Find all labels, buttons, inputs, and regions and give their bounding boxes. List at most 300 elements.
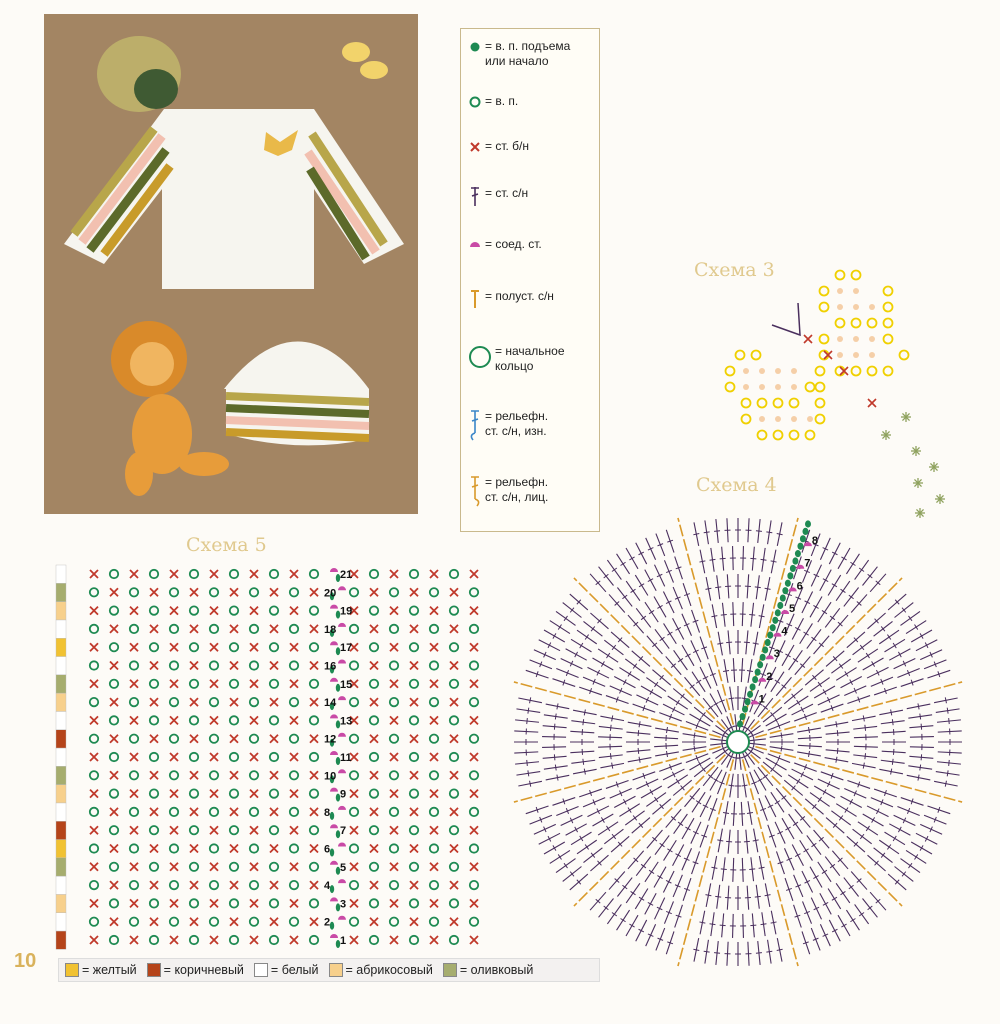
chain-stitch-mark [470,661,478,669]
slip-stitch-mark [338,696,346,700]
start-stitch-mark [765,639,771,646]
start-stitch-mark [755,669,761,676]
sc-fill-mark [869,336,875,342]
chain-stitch-mark [470,771,478,779]
sc-stitch-mark [130,716,138,724]
sc-stitch-mark [370,698,378,706]
chain-stitch-mark [190,789,198,797]
chain-stitch-mark [470,588,478,596]
chain-stitch-mark [820,335,829,344]
row-number-label: 6 [324,843,331,856]
chain-stitch-mark [410,863,418,871]
chain-stitch-mark [430,918,438,926]
dc-crossbar-mark [811,637,816,641]
sc-stitch-mark [190,881,198,889]
dc-crossbar-mark [711,867,717,868]
chain-stitch-mark [868,367,877,376]
dc-crossbar-mark [865,725,866,731]
sc-stitch-mark [370,881,378,889]
sc-stitch-mark [110,918,118,926]
chain-stitch-mark [350,625,358,633]
dc-crossbar-mark [729,698,735,699]
dc-crossbar-mark [793,658,798,661]
sc-stitch-mark [470,643,478,651]
dc-crossbar-mark [717,643,723,644]
dc-crossbar-mark [527,760,528,766]
start-stitch-mark [737,720,743,727]
dc-crossbar-mark [809,751,810,757]
start-stitch-mark [767,632,773,639]
sc-stitch-mark [410,881,418,889]
dc-crossbar-mark [555,765,556,771]
dc-crossbar-mark [747,671,753,672]
slip-stitch-mark [338,586,346,590]
chain-stitch-mark [410,899,418,907]
start-stitch-mark [805,520,811,527]
chain-stitch-mark [450,606,458,614]
start-stitch-mark [802,528,808,535]
sc-stitch-mark [470,607,478,615]
row-color-swatch [56,675,66,693]
sc-stitch-mark [470,680,478,688]
row-color-swatch [56,876,66,894]
slip-stitch-mark [338,623,346,627]
chain-stitch-mark [470,698,478,706]
dc-crossbar-mark [726,841,732,842]
legend-item [467,475,597,505]
chain-stitch-mark [210,771,218,779]
dc-crossbar-mark [750,925,756,926]
chain-stitch-mark [390,771,398,779]
dc-crossbar-mark [696,680,701,683]
chain-stitch-mark [450,826,458,834]
sc-stitch-mark [370,845,378,853]
sc-stitch-mark [410,771,418,779]
dc-crossbar-mark [921,754,922,760]
sc-stitch-mark [210,643,218,651]
chain-stitch-mark [150,789,158,797]
chain-stitch-mark [410,570,418,578]
sc-stitch-mark [290,570,298,578]
sc-stitch-mark [90,643,98,651]
sc-stitch-mark [230,588,238,596]
chain-stitch-mark [390,735,398,743]
color-legend-item [443,963,534,977]
sc-stitch-mark [350,936,358,944]
chain-stitch-mark [190,680,198,688]
sc-stitch-mark [150,625,158,633]
chain-stitch-mark [170,808,178,816]
sc-fill-mark [837,352,843,358]
dc-crossbar-mark [641,864,646,868]
sc-stitch-mark [290,863,298,871]
chain-stitch-mark [90,808,98,816]
chain-stitch-mark [390,844,398,852]
dc-crossbar-mark [891,769,892,775]
sc-stitch-mark [410,918,418,926]
sc-stitch-mark [110,698,118,706]
chain-stitch-mark [790,399,799,408]
dc-crossbar-mark [920,765,921,771]
legend-item-label: = в. п. подъема или начало [485,39,571,68]
dc-crossbar-mark [694,746,695,752]
sc-stitch-mark [410,588,418,596]
chain-stitch-mark [736,351,745,360]
sc-stitch-mark [250,899,258,907]
sc-stitch-mark [804,335,812,343]
start-stitch-mark [330,849,334,857]
sc-stitch-mark [290,607,298,615]
red-x-icon [467,139,483,155]
dc-crossbar-mark [612,715,613,721]
sc-stitch-mark [110,625,118,633]
sc-stitch-mark [390,790,398,798]
chain-stitch-mark [410,753,418,761]
row-color-swatch [56,583,66,601]
chain-stitch-mark [110,716,118,724]
chain-stitch-mark [390,918,398,926]
chain-stitch-mark [170,918,178,926]
dc-crossbar-mark [837,730,838,736]
dc-crossbar-mark [809,727,810,733]
chain-stitch-mark [350,661,358,669]
chain-stitch-mark [290,808,298,816]
sc-stitch-mark [90,607,98,615]
slip-stitch-mark [330,641,338,645]
chain-stitch-mark [90,698,98,706]
sc-stitch-mark [210,753,218,761]
sc-fill-mark [775,368,781,374]
start-stitch-mark [777,602,783,609]
chain-stitch-mark [210,661,218,669]
chain-stitch-mark [290,588,298,596]
dc-crossbar-mark [558,854,561,859]
color-legend-item [65,963,137,977]
chain-stitch-mark [310,863,318,871]
sc-stitch-mark [450,845,458,853]
dc-crossbar-mark [726,642,732,643]
dc-crossbar-mark [863,715,864,721]
row-number-label: 8 [811,535,819,548]
color-legend-label: = оливковый [459,963,534,977]
chain-stitch-mark [350,881,358,889]
start-stitch-mark [740,713,746,720]
sc-stitch-mark [390,863,398,871]
legend-item [467,139,597,155]
sc-stitch-mark [390,753,398,761]
sc-stitch-mark [150,881,158,889]
dc-crossbar-mark [585,635,588,640]
sc-fill-mark [759,384,765,390]
sc-stitch-mark [90,716,98,724]
start-stitch-mark [760,654,766,661]
sc-fill-mark [759,368,765,374]
dc-crossbar-mark [612,834,616,839]
sc-stitch-mark [90,570,98,578]
chain-stitch-mark [836,319,845,328]
dc-crossbar-mark [850,919,855,922]
row-number-label: 3 [773,648,780,661]
chain-stitch-mark [370,936,378,944]
sc-stitch-mark [170,753,178,761]
sc-stitch-mark [390,826,398,834]
start-stitch-mark [772,617,778,624]
slip-stitch-mark [330,861,338,865]
chain-stitch-mark [170,735,178,743]
chain-stitch-mark [350,808,358,816]
sc-stitch-mark [450,771,458,779]
dc-crossbar-mark [893,643,896,648]
slip-stitch-mark [338,733,346,737]
chain-stitch-mark [130,844,138,852]
dc-crossbar-mark [822,610,827,613]
chain-stitch-mark [110,863,118,871]
dc-crossbar-mark [714,953,720,954]
chain-stitch-mark [90,625,98,633]
sc-fill-mark [837,288,843,294]
sc-stitch-mark [170,716,178,724]
sc-stitch-mark [350,826,358,834]
ring-icon [467,344,493,370]
row-color-swatch [56,748,66,766]
row-number-label: 5 [340,861,347,874]
sc-stitch-mark [210,607,218,615]
dc-crossbar-mark [949,760,950,766]
chain-stitch-mark [470,918,478,926]
sc-stitch-mark [350,899,358,907]
start-stitch-mark [742,706,748,713]
dc-crossbar-mark [654,682,657,687]
chain-stitch-mark [90,735,98,743]
sc-stitch-mark [230,808,238,816]
dc-crossbar-mark [641,616,646,620]
legend-item-label: = начальное кольцо [495,344,565,373]
dc-crossbar-mark [915,625,918,630]
sc-stitch-mark [170,607,178,615]
color-legend-item [254,963,319,977]
color-swatch-icon [254,963,268,977]
sc-stitch-mark [450,698,458,706]
chain-stitch-mark [816,415,825,424]
sc-stitch-mark [210,570,218,578]
dc-crossbar-mark [766,532,772,533]
legend-item-label: = в. п. [485,94,519,108]
sc-stitch-mark [130,753,138,761]
legend-item-label: = рельефн. ст. с/н, изн. [485,409,549,438]
relief-stitch-mark [574,578,725,729]
dc-crossbar-mark [721,614,727,615]
sc-stitch-mark [130,570,138,578]
chain-stitch-mark [110,606,118,614]
blue-relief-stitch-icon [467,409,483,439]
chain-stitch-mark [190,643,198,651]
dc-crossbar-mark [694,733,695,739]
dc-crossbar-mark [527,718,528,724]
dc-crossbar-mark [947,708,948,714]
sc-stitch-mark [450,588,458,596]
dc-crossbar-mark [678,822,683,825]
start-stitch-mark [762,646,768,653]
chain-stitch-mark [270,936,278,944]
sc-stitch-mark [430,716,438,724]
sc-fill-mark [853,336,859,342]
start-stitch-mark [800,535,806,542]
slip-stitch-mark [789,587,797,591]
dc-crossbar-mark [667,632,672,635]
chain-stitch-mark [310,606,318,614]
chain-stitch-mark [250,698,258,706]
chain-stitch-mark [310,643,318,651]
sc-stitch-mark [90,790,98,798]
dc-crossbar-mark [667,849,672,852]
sc-stitch-mark [430,570,438,578]
dc-crossbar-mark [755,587,761,588]
chain-stitch-mark [370,899,378,907]
sc-fill-mark [807,416,813,422]
sc-stitch-mark [130,936,138,944]
dc-crossbar-mark [761,924,767,925]
dc-crossbar-mark [777,949,783,950]
chain-stitch-mark [836,271,845,280]
sc-stitch-mark [230,625,238,633]
dc-crossbar-mark [717,840,723,841]
chain-stitch-mark [450,570,458,578]
chain-stitch-mark [230,716,238,724]
sc-stitch-mark [170,899,178,907]
dc-crossbar-mark [921,724,922,730]
chain-stitch-mark [190,716,198,724]
start-ring-mark [727,731,749,753]
row-number-label: 9 [340,788,347,801]
sc-stitch-mark [170,863,178,871]
dc-crossbar-mark [580,643,583,648]
chain-stitch-mark [290,918,298,926]
row-color-swatch [56,693,66,711]
dc-crossbar-mark [723,671,729,672]
slip-stitch-mark [330,897,338,901]
dc-crossbar-mark [606,653,609,658]
chain-stitch-mark [190,606,198,614]
sc-stitch-mark [130,899,138,907]
dc-crossbar-mark [797,779,800,784]
slip-stitch-mark [330,788,338,792]
dc-crossbar-mark [633,664,637,669]
sc-stitch-mark [310,845,318,853]
row-color-swatch [56,638,66,656]
chain-stitch-mark [390,698,398,706]
chain-stitch-mark [230,863,238,871]
chain-stitch-mark [726,367,735,376]
dc-crossbar-mark [628,671,631,676]
sc-stitch-mark [290,643,298,651]
chain-stitch-mark [390,588,398,596]
dc-crossbar-mark [714,531,720,532]
legend-item-label: = ст. б/н [485,139,530,153]
dc-crossbar-mark [863,763,864,769]
sc-fill-mark [791,368,797,374]
dc-crossbar-mark [777,534,783,535]
legend-item [467,39,597,69]
dc-crossbar-mark [781,746,782,752]
dc-crossbar-mark [755,896,761,897]
sc-stitch-mark [270,625,278,633]
sc-stitch-mark [290,790,298,798]
color-legend-item [329,963,433,977]
sc-stitch-mark [430,680,438,688]
chain-stitch-mark [430,698,438,706]
dc-crossbar-mark [892,719,893,725]
dc-crossbar-mark [830,864,835,868]
sc-stitch-mark [470,936,478,944]
sc-stitch-mark [250,570,258,578]
dc-crossbar-mark [612,763,613,769]
row-number-label: 19 [340,605,353,618]
chain-stitch-mark [410,716,418,724]
chain-stitch-mark [350,735,358,743]
dc-crossbar-mark [804,632,809,635]
chain-stitch-mark [230,570,238,578]
sc-stitch-mark [190,735,198,743]
chain-stitch-mark [130,698,138,706]
row-number-label: 14 [324,697,337,710]
row-number-label: 5 [789,602,796,615]
dc-crossbar-mark [676,700,679,705]
sc-stitch-mark [190,625,198,633]
chain-stitch-mark [430,588,438,596]
dc-crossbar-mark [840,589,845,592]
chain-stitch-mark [370,570,378,578]
dc-crossbar-mark [804,849,809,852]
legend-item [467,94,597,110]
chain-stitch-mark [230,643,238,651]
sc-stitch-mark [110,588,118,596]
row-number-label: 18 [324,623,337,636]
chain-stitch-mark [130,588,138,596]
chain-stitch-mark [370,826,378,834]
sc-stitch-mark [250,826,258,834]
sc-fill-mark [791,384,797,390]
start-stitch-mark [797,543,803,550]
legend-item [467,237,597,253]
dc-crossbar-mark [723,813,729,814]
sc-stitch-mark [430,790,438,798]
dc-crossbar-mark [530,697,531,703]
dc-crossbar-mark [771,561,777,562]
sc-stitch-mark [250,753,258,761]
chain-stitch-mark [410,789,418,797]
sc-stitch-mark [270,845,278,853]
chain-stitch-mark [450,789,458,797]
dc-crossbar-mark [744,642,750,643]
chain-stitch-mark [110,753,118,761]
chain-stitch-mark [370,716,378,724]
row-color-swatch [56,785,66,803]
dc-crossbar-mark [528,770,529,776]
dc-crossbar-mark [836,757,837,763]
row-color-swatch [56,620,66,638]
sc-stitch-mark [868,399,876,407]
chain-stitch-mark [150,753,158,761]
chain-stitch-mark [290,844,298,852]
row-number-label: 21 [340,569,353,581]
dc-crossbar-mark [554,754,555,760]
dc-crossbar-mark [676,779,679,784]
slip-stitch-mark [330,714,338,718]
dc-crossbar-mark [845,808,848,813]
chart-5-diagram [54,560,494,960]
dc-crossbar-mark [583,719,584,725]
chain-stitch-mark [310,789,318,797]
